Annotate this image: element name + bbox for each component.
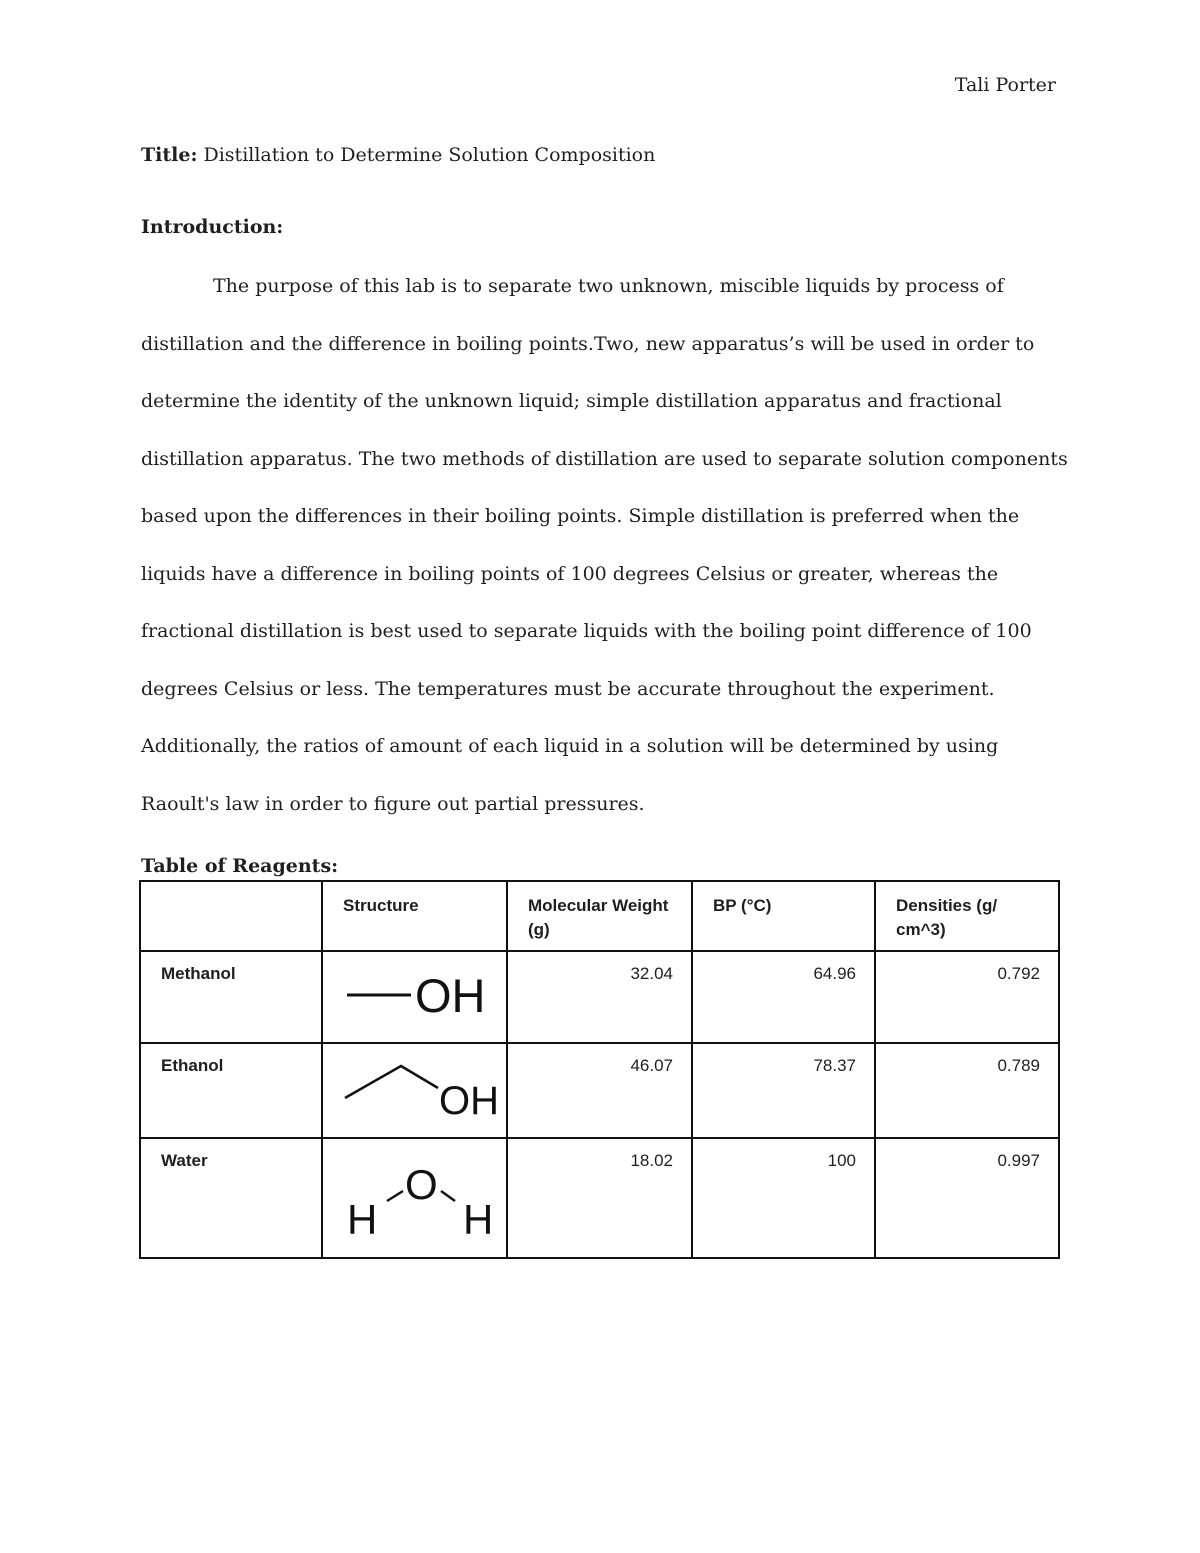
table-row (140, 951, 1059, 1043)
molecular-weight-value: 18.02 (507, 1138, 692, 1258)
introduction-line: The purpose of this lab is to separate two unknown, miscible liquids by process of (213, 275, 1004, 297)
author-name: Tali Porter (954, 74, 1056, 96)
introduction-line: liquids have a difference in boiling points of 100 degrees Celsius or greater, whereas the (141, 562, 999, 585)
introduction-line: distillation and the difference in boiling points.Two, new apparatus’s will be used in order to (141, 332, 1035, 355)
structure-cell (322, 1043, 507, 1138)
density-value: 0.789 (875, 1043, 1059, 1138)
bond-line (345, 1066, 438, 1098)
bp-value: 100 (692, 1138, 875, 1258)
table-row (140, 1043, 1059, 1138)
header-cell-molecular-weight: Molecular Weight (g) (507, 881, 692, 951)
bond-line (387, 1191, 403, 1201)
methanol-structure (323, 952, 508, 1038)
introduction-line: distillation apparatus. The two methods of distillation are used to separate solution components (141, 447, 1068, 470)
title-label: Title: (141, 144, 198, 166)
reagents-heading: Table of Reagents: (141, 855, 339, 877)
reagents-table (139, 880, 1060, 1259)
density-value: 0.792 (875, 951, 1059, 1043)
bond-line (441, 1191, 455, 1201)
hydroxyl-label: OH (439, 1079, 499, 1123)
hydroxyl-label: OH (415, 969, 486, 1022)
introduction-line: Raoult's law in order to figure out partial pressures. (141, 792, 645, 815)
hydrogen-label: H (347, 1196, 378, 1243)
introduction-line: Additionally, the ratios of amount of each liquid in a solution will be determined by using (141, 735, 999, 757)
water-structure (323, 1139, 508, 1255)
oxygen-label: O (405, 1161, 438, 1208)
bp-value: 64.96 (692, 951, 875, 1043)
table-row (140, 1138, 1059, 1258)
reagent-name: Ethanol (140, 1043, 322, 1138)
header-cell-empty (140, 881, 322, 951)
hydrogen-label: H (463, 1196, 494, 1243)
reagent-name: Methanol (140, 951, 322, 1043)
header-cell-bp: BP (°C) (692, 881, 875, 951)
introduction-heading: Introduction: (141, 216, 284, 238)
document-title (141, 144, 655, 166)
introduction-paragraph (141, 258, 1068, 833)
structure-cell (322, 951, 507, 1043)
reagent-name: Water (140, 1138, 322, 1258)
header-cell-structure: Structure (322, 881, 507, 951)
header-cell-density: Densities (g/ cm^3) (875, 881, 1059, 951)
bp-value: 78.37 (692, 1043, 875, 1138)
ethanol-structure (323, 1044, 508, 1133)
table-header-row (140, 881, 1059, 951)
structure-cell (322, 1138, 507, 1258)
density-value: 0.997 (875, 1138, 1059, 1258)
molecular-weight-value: 46.07 (507, 1043, 692, 1138)
introduction-line: fractional distillation is best used to separate liquids with the boiling point difference of 100 (141, 620, 1032, 642)
title-text: Distillation to Determine Solution Composition (203, 144, 656, 166)
introduction-line: degrees Celsius or less. The temperatures must be accurate throughout the experiment. (141, 677, 995, 700)
molecular-weight-value: 32.04 (507, 951, 692, 1043)
introduction-line: based upon the differences in their boiling points. Simple distillation is preferred when the (141, 505, 1020, 527)
introduction-line: determine the identity of the unknown liquid; simple distillation apparatus and fractional (141, 390, 1002, 412)
